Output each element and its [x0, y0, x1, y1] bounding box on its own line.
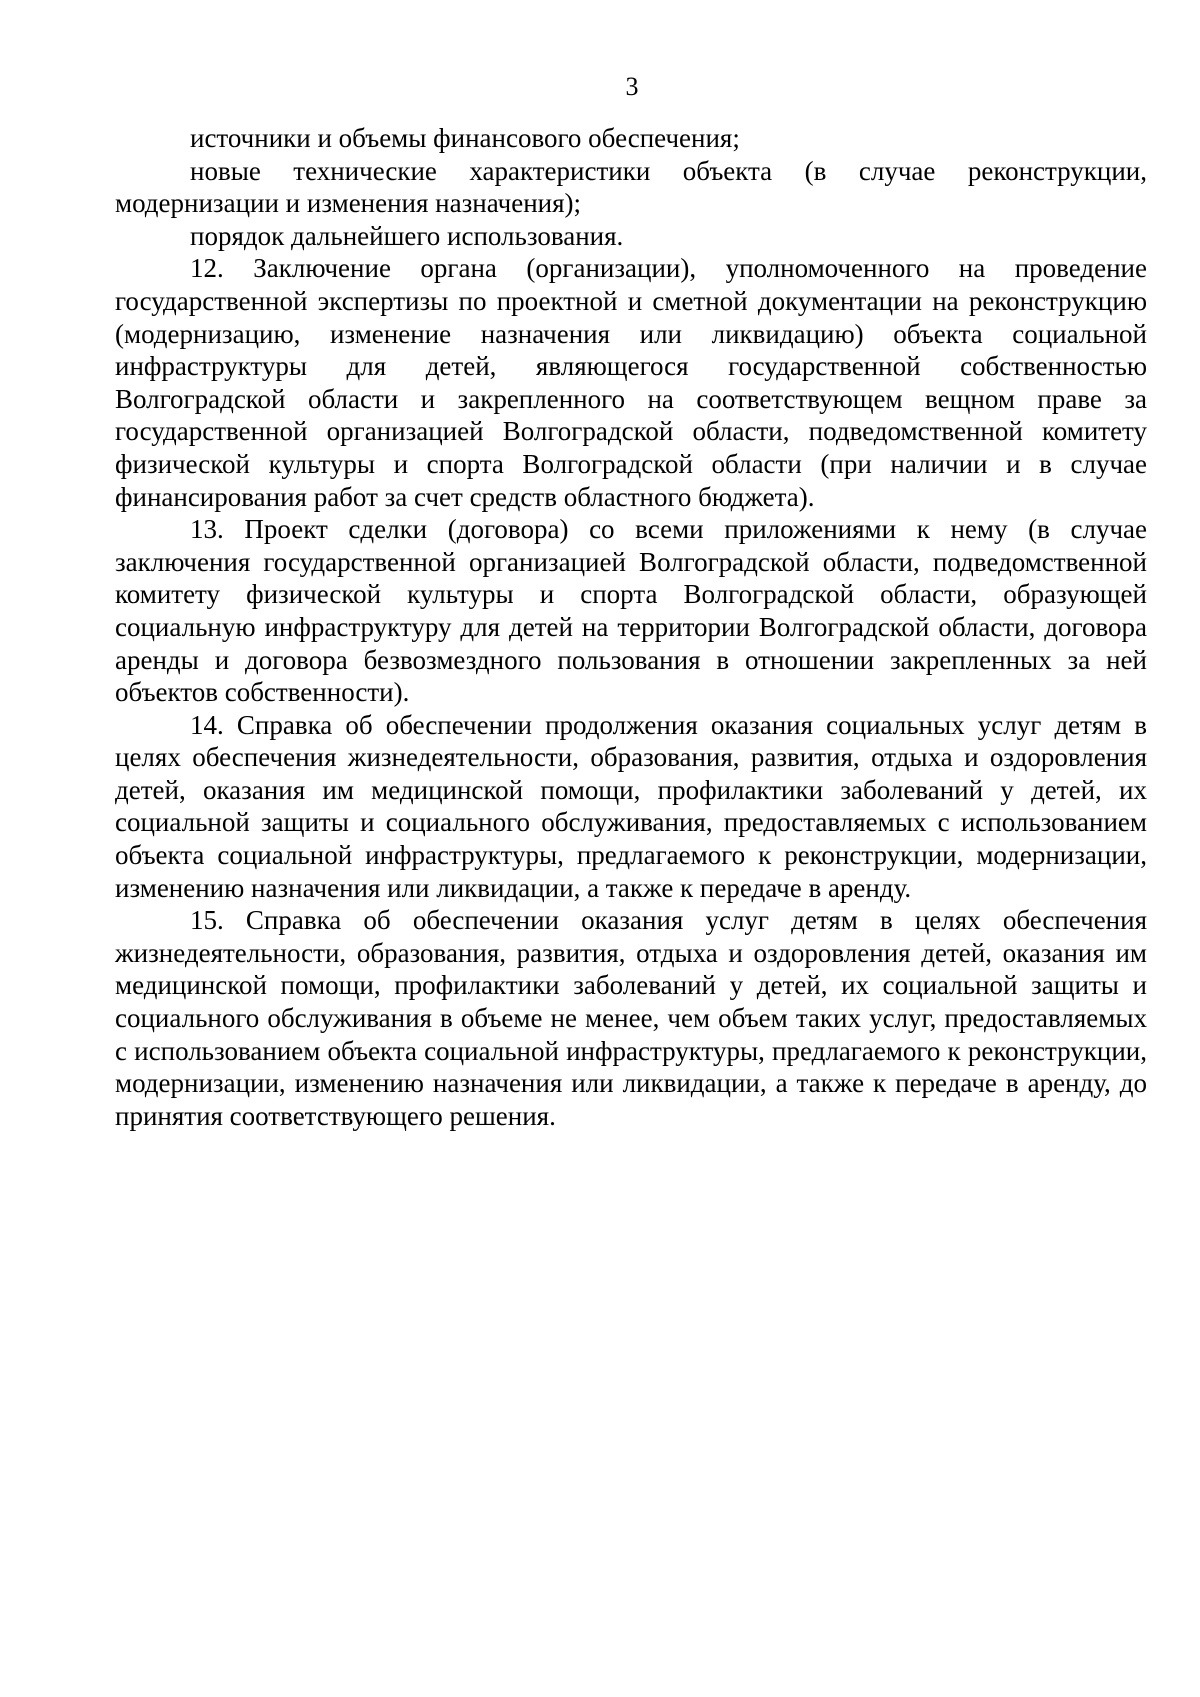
paragraph-item-15: 15. Справка об обеспечении оказания услуг детям в целях обеспечения жизнедеятельности, образования, развития, отдыха и оздоровления детей, оказания им медицинской помощи, профилактики заболеваний у детей, их социальной защиты и социального обслуживания в объеме не менее, чем объем таких услуг, предоставляемых с использованием объекта социальной инфраструктуры, предлагаемого к реконструкции, модернизации, изменению назначения или ликвидации, а также к передаче в аренду, до принятия соответствующего решения. [115, 905, 1147, 1131]
paragraph-financing-sources: источники и объемы финансового обеспечения; [190, 123, 740, 153]
paragraph-technical-characteristics: новые технические характеристики объекта (в случае реконструкции, модернизации и изменения назначения); [115, 155, 1147, 219]
paragraph-further-use: порядок дальнейшего использования. [190, 220, 624, 251]
paragraph-item-13: 13. Проект сделки (договора) со всеми приложениями к нему (в случае заключения государственной организацией Волгоградской области, подведомственной комитету физической культуры и спорта Волгоградской области, образующей социальную инфраструктуру для детей на территории Волгоградской области, договора аренды и договора безвозмездного пользования в отношении закрепленных за ней объектов собственности). [115, 514, 1147, 708]
paragraph-item-14: 14. Справка об обеспечении продолжения оказания социальных услуг детям в целях обеспечения жизнедеятельности, образования, развития, отдыха и оздоровления детей, оказания им медицинской помощи, профилактики заболеваний у детей, их социальной защиты и социального обслуживания, предоставляемых с использованием объекта социальной инфраструктуры, предлагаемого к реконструкции, модернизации, изменению назначения или ликвидации, а также к передаче в аренду. [115, 709, 1147, 903]
page-number: 3 [625, 72, 639, 101]
paragraph-item-12: 12. Заключение органа (организации), уполномоченного на проведение государственной экспертизы по проектной и сметной документации на реконструкцию (модернизацию, изменение назначения или ликвидацию) объекта социальной инфраструктуры для детей, являющегося государственной собственностью Волгоградской области и закрепленного на соответствующем вещном праве за государственной организацией Волгоградской области, подведомственной комитету физической культуры и спорта Волгоградской области (при наличии и в случае финансирования работ за счет средств областного бюджета). [115, 253, 1147, 512]
document-body [115, 122, 1147, 1132]
